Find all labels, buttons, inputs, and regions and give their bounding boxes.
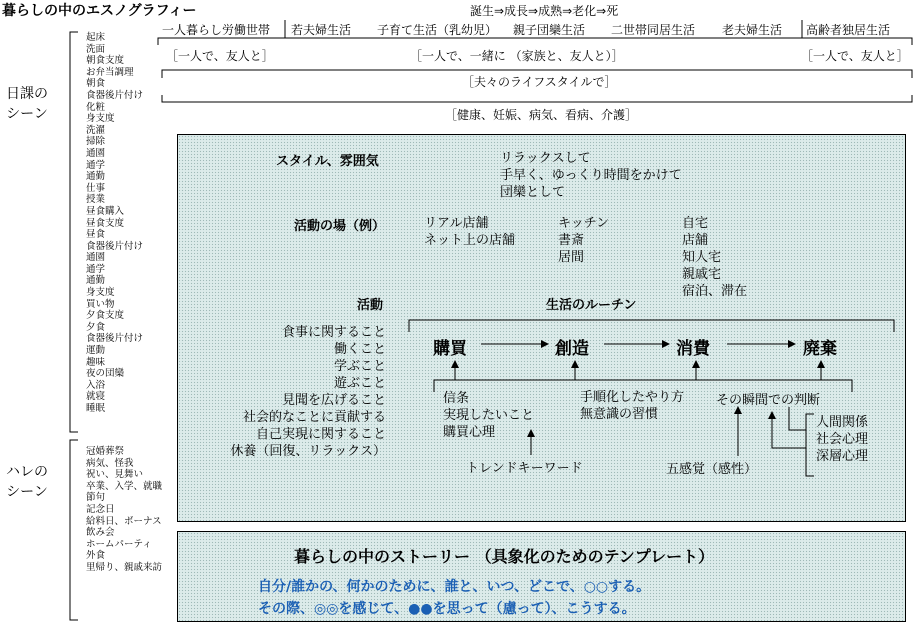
factor-belief: 信条 実現したいこと 購買心理 (443, 391, 535, 440)
schedule-item: 飲み会 (86, 527, 115, 539)
schedule-item: 朝食支度 (86, 55, 125, 67)
schedule-item: 祝い、見舞い (86, 469, 144, 481)
stage-label: 親子団欒生活 (513, 23, 586, 37)
schedule-item: 洗面 (86, 43, 106, 55)
style-label: スタイル、雰囲気 (276, 154, 379, 169)
schedule-item: 身支度 (86, 287, 115, 299)
routine-step-dispose: 廃棄 (803, 339, 837, 359)
schedule-item: 通勤 (86, 275, 106, 287)
hare-list-bracket (70, 440, 78, 620)
routine-label: 生活のルーチン (546, 298, 637, 313)
factor-senses: 五感覚（感性） (666, 462, 758, 477)
schedule-item: 夕食支度 (86, 310, 125, 322)
daily-scene-label: 日課の シーン (6, 86, 48, 122)
schedule-item: 食器後片付け (86, 333, 144, 345)
schedule-item: ホームパーティ (86, 538, 152, 550)
schedule-item: 授業 (86, 194, 106, 206)
place-col2: キッチン 書斎 居間 (558, 216, 610, 265)
schedule-item: 就寝 (86, 391, 106, 403)
lifestyle-bracket (162, 70, 912, 78)
bracket-together: ［一人で、一緒に （家族と、友人と）］ (410, 49, 624, 63)
schedule-item: 趣味 (86, 356, 106, 368)
story-title: 暮らしの中のストーリー （具象化のためのテンプレート） (294, 547, 715, 566)
schedule-item: 通勤 (86, 171, 106, 183)
schedule-item: 買い物 (86, 298, 115, 310)
hare-scene-label: ハレの シーン (6, 464, 48, 500)
stage-bracket (158, 38, 912, 45)
factor-bracket (434, 380, 852, 392)
life-cycle-line: 誕生⇒成長⇒成熟⇒老化⇒死 (470, 4, 619, 18)
stage-label: 若夫婦生活 (291, 23, 352, 37)
routine-step-create: 創造 (555, 339, 589, 359)
schedule-item: 化粧 (86, 101, 106, 113)
place-label: 活動の場（例） (294, 219, 386, 234)
factor-method: 手順化したやり方 無意識の習慣 (580, 390, 685, 422)
schedule-item: 給料日、ボーナス (86, 515, 162, 527)
stage-label: 高齢者独居生活 (806, 23, 891, 37)
schedule-item: 昼食 (86, 229, 106, 241)
schedule-item: 朝食 (86, 78, 106, 90)
schedule-item: 掃除 (86, 136, 106, 148)
factor-trend: トレンドキーワード (466, 461, 583, 476)
schedule-item: 睡眠 (86, 403, 106, 414)
stage-label: 老夫婦生活 (722, 23, 783, 37)
psych-link (789, 407, 806, 430)
style-items: リラックスして 手早く、ゆっくり時間をかけて 団欒として (500, 151, 682, 200)
health-bracket (162, 95, 912, 102)
schedule-item: 洗濯 (86, 124, 106, 136)
bracket-lifestyle: ［夫々のライフスタイルで］ (462, 75, 617, 89)
schedule-item: 身支度 (86, 113, 115, 125)
psych-bracket (806, 414, 814, 476)
schedule-item: 卒業、入学、就職 (86, 480, 163, 492)
factor-moment: その瞬間での判断 (716, 393, 821, 408)
schedule-item: 仕事 (86, 182, 106, 194)
schedule-item: 通学 (86, 263, 106, 275)
schedule-item: 昼食購入 (86, 205, 125, 217)
schedule-item: 通学 (86, 159, 106, 171)
schedule-item: 起床 (86, 32, 106, 43)
bracket-alone-left: ［一人で、友人と］ (166, 49, 274, 63)
schedule-item: 冠婚葬祭 (86, 446, 125, 457)
place-col1: リアル店舗 ネット上の店舗 (424, 216, 516, 248)
bracket-alone-right: ［一人で、友人と］ (801, 49, 909, 63)
bracket-health: ［健康、妊娠、病気、看病、介護］ (445, 108, 638, 122)
factor-psych: 人間関係 社会心理 深層心理 (816, 415, 869, 464)
daily-list-bracket (70, 32, 78, 432)
activity-items: 食事に関すること 働くこと 学ぶこと 遊ぶこと 見聞を広げること 社会的なことに貢献する 自己実現に関すること 休養（回復、リラックス） (230, 325, 386, 459)
stage-label: 子育て生活（乳幼児） (377, 23, 498, 37)
schedule-item: 里帰り、親戚来訪 (86, 561, 163, 573)
schedule-item: 夜の団欒 (86, 368, 125, 380)
schedule-item: 節句 (86, 492, 106, 504)
schedule-item: 入浴 (86, 379, 106, 391)
activity-label: 活動 (357, 298, 384, 313)
schedule-item: 夕食 (86, 321, 106, 333)
schedule-item: 記念日 (86, 503, 115, 515)
schedule-item: 昼食支度 (86, 217, 125, 229)
schedule-item: 食器後片付け (86, 89, 144, 101)
page-title: 暮らしの中のエスノグラフィー (2, 3, 197, 19)
stage-label: 一人暮らし労働世帯 (162, 23, 271, 37)
stage-label: 二世帯同居生活 (611, 23, 696, 37)
schedule-item: 通園 (86, 147, 106, 159)
routine-step-purchase: 購買 (433, 339, 467, 359)
schedule-item: 外食 (86, 550, 106, 562)
story-line-2: その際、◎◎を感じて、●●を思って（慮って）、こうする。 (258, 601, 636, 617)
schedule-item: 通園 (86, 252, 106, 264)
routine-step-consume: 消費 (676, 339, 710, 359)
schedule-item: 病気、怪我 (86, 457, 134, 469)
place-col3: 自宅 店舗 知人宅 親戚宅 宿泊、滞在 (682, 216, 748, 299)
schedule-item: 運動 (86, 345, 106, 357)
schedule-item: お弁当調理 (86, 66, 134, 78)
schedule-item: 食器後片付け (86, 240, 144, 252)
story-line-1: 自分/誰かの、何かのために、誰と、いつ、どこで、○○する。 (258, 579, 651, 595)
routine-frame (409, 320, 894, 332)
